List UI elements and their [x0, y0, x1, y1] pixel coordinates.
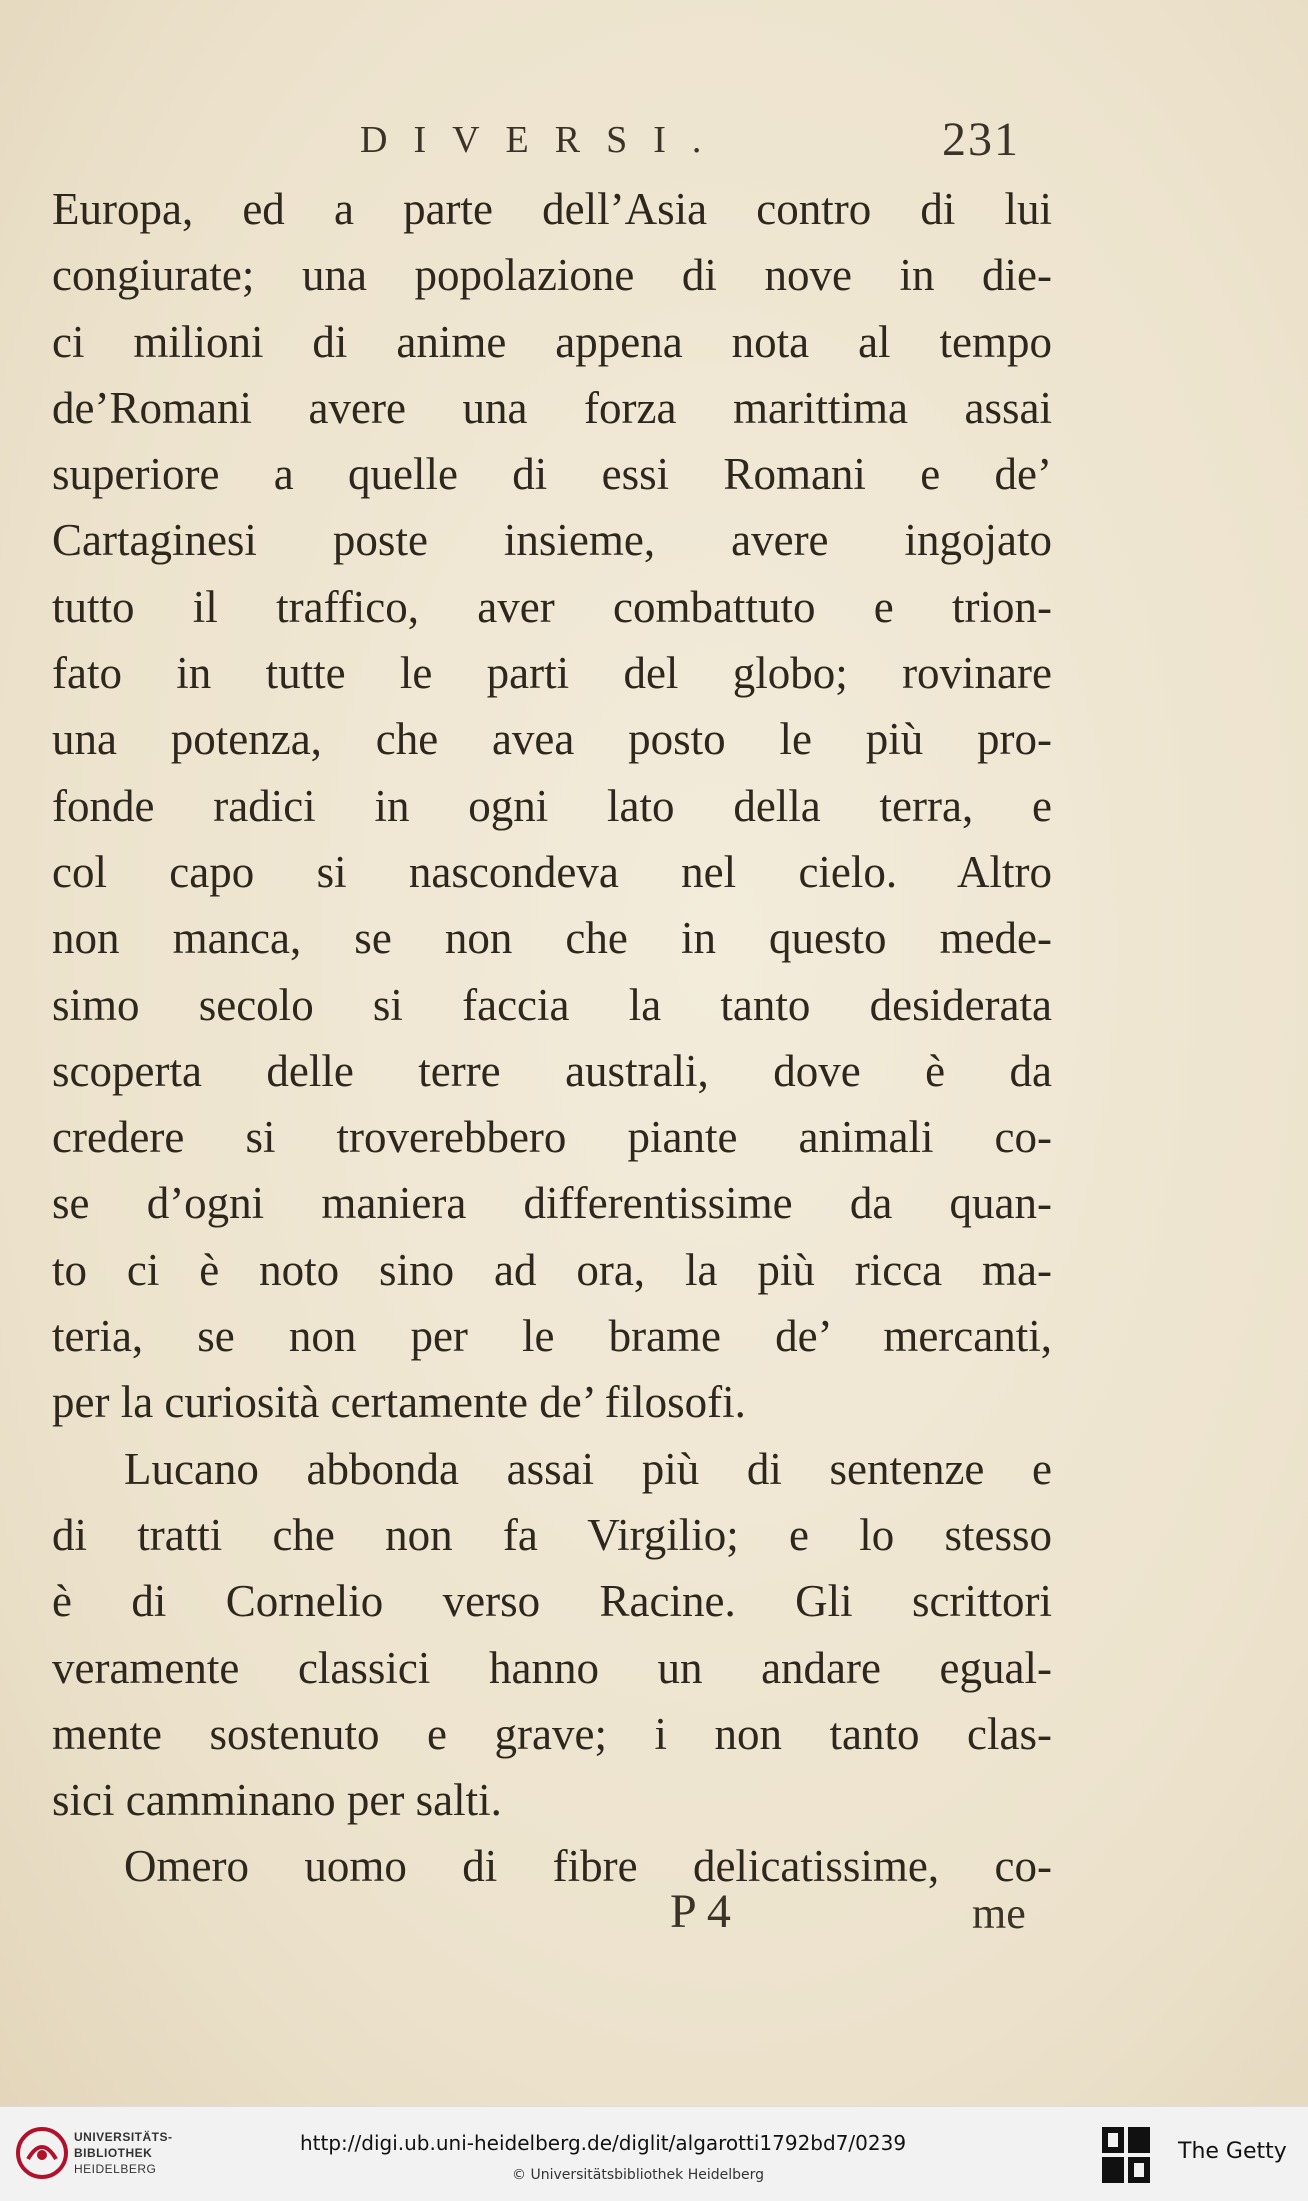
text-line: to ci è noto sino ad ora, la più ricca ma- [52, 1244, 1052, 1295]
running-head: DIVERSI. [360, 119, 728, 161]
text-line: è di Cornelio verso Racine. Gli scrittori [52, 1576, 1052, 1627]
text-line: Omero uomo di fibre delicatissime, co- [124, 1841, 1052, 1892]
text-line: superiore a quelle di essi Romani e de’ [52, 449, 1052, 500]
body-text [52, 176, 1052, 1900]
text-line: teria, se non per le brame de’ mercanti, [52, 1311, 1052, 1362]
text-line: simo secolo si faccia la tanto desiderata [52, 979, 1052, 1030]
text-line: sici camminano per salti. [52, 1775, 502, 1826]
text-line: Europa, ed a parte dell’Asia contro di lui [52, 184, 1052, 234]
signature-mark: P 4 [670, 1885, 731, 1938]
text-line: non manca, se non che in questo mede- [52, 913, 1052, 964]
text-line: tutto il traffico, aver combattuto e trion- [52, 581, 1052, 632]
text-line: Lucano abbonda assai più di sentenze e [124, 1443, 1052, 1494]
text-line: congiurate; una popolazione di nove in die- [52, 250, 1052, 301]
text-line: una potenza, che avea posto le più pro- [52, 714, 1052, 765]
text-line: col capo si nascondeva nel cielo. Altro [52, 846, 1052, 897]
library-name: UNIVERSITÄTS- BIBLIOTHEK HEIDELBERG [74, 2130, 173, 2176]
permalink-url[interactable]: http://digi.ub.uni-heidelberg.de/diglit/algarotti1792bd7/0239 [300, 2131, 907, 2155]
page-number: 231 [942, 113, 1020, 166]
text-line: veramente classici hanno un andare egual- [52, 1642, 1052, 1693]
catchword: me [972, 1889, 1026, 1938]
text-line: credere si troverebbero piante animali co- [52, 1112, 1052, 1163]
text-line: se d’ogni maniera differentissime da quan- [52, 1178, 1052, 1229]
text-line: di tratti che non fa Virgilio; e lo stesso [52, 1509, 1052, 1560]
text-line: mente sostenuto e grave; i non tanto clas- [52, 1708, 1052, 1759]
text-line: per la curiosità certamente de’ filosofi. [52, 1377, 746, 1428]
text-line: Cartaginesi poste insieme, avere ingojato [52, 515, 1052, 566]
viewer-footer [0, 2106, 1308, 2201]
university-seal-icon [14, 2125, 70, 2181]
text-line: fonde radici in ogni lato della terra, e [52, 780, 1052, 831]
text-line: de’Romani avere una forza marittima assai [52, 382, 1052, 433]
getty-name: The Getty [1178, 2139, 1287, 2164]
copyright-notice: © Universitätsbibliothek Heidelberg [512, 2167, 765, 2183]
text-line: scoperta delle terre australi, dove è da [52, 1045, 1052, 1096]
text-line: ci milioni di anime appena nota al tempo [52, 316, 1052, 367]
getty-logo-icon [1100, 2125, 1152, 2185]
text-line: fato in tutte le parti del globo; rovinare [52, 648, 1052, 699]
